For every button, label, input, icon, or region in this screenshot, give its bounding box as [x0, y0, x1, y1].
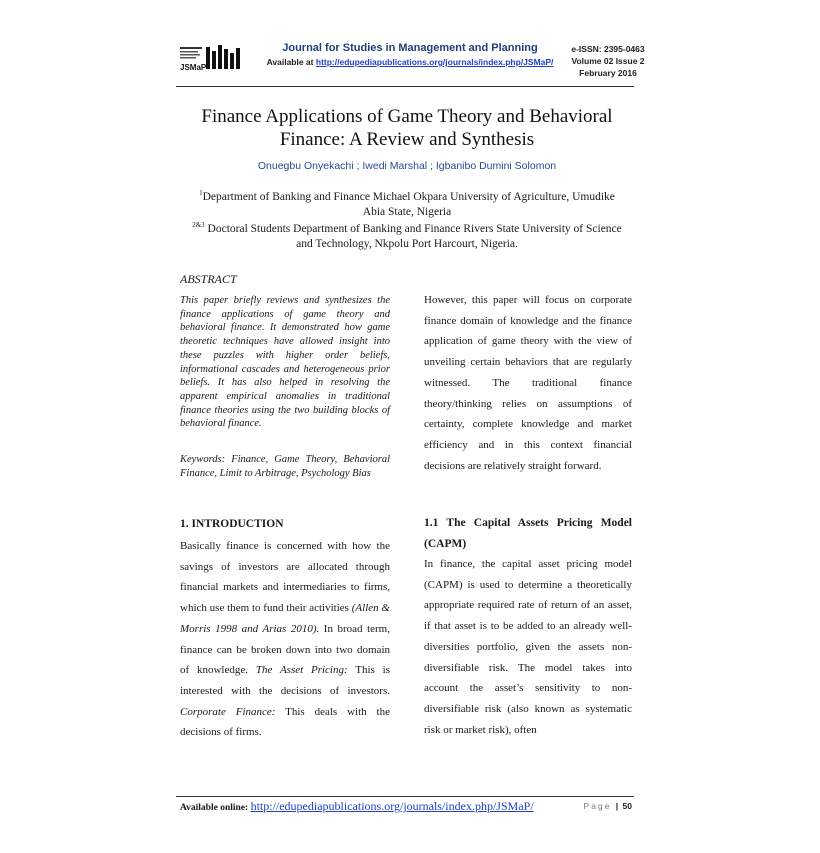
introduction-heading: 1. INTRODUCTION	[180, 518, 284, 530]
paper-title-line-2: Finance: A Review and Synthesis	[279, 129, 535, 150]
journal-title: Journal for Studies in Management and Planning	[282, 42, 538, 54]
abstract-body: This paper briefly reviews and synthesizes the finance applications of game theory and behavioral finance. It demonstrated how game theoretic techniques have allowed insight into these puzzles with higher order beliefs, informational cascades and heterogeneous prior beliefs. It has also helped in resolving the apparent empirical anomalies in traditional finance theories using the two building blocks of behavioral finance.	[180, 295, 390, 430]
journal-logo	[178, 43, 244, 73]
journal-url-link[interactable]: http://edupediapublications.org/journals/index.php/JSMaP/	[315, 57, 554, 67]
intro-text-1: Basically finance is concerned with how the savings of investors are allocated through financial markets and intermediaries to firms, which use them to fund their activities	[180, 540, 390, 615]
affiliation-1-line-2: Abia State, Nigeria	[362, 205, 452, 218]
intro-term-corporate-finance: Corporate Finance:	[180, 705, 276, 718]
affiliation-1-line-1: Department of Banking and Finance Michael Okpara University of Agriculture, Umudike	[202, 190, 615, 203]
footer-available-label: Available online:	[180, 803, 249, 813]
affiliation-2-mark: 2&3	[192, 221, 205, 229]
affiliation-2-line-1: Doctoral Students Department of Banking and Finance Rivers State University of Science	[207, 222, 622, 235]
intro-term-asset-pricing: The Asset Pricing:	[255, 664, 348, 677]
logo-text: JSMaP	[180, 63, 207, 72]
page-label: Page	[583, 801, 612, 811]
issn-text: e-ISSN: 2395-0463	[571, 44, 645, 54]
issue-info	[560, 43, 656, 79]
affiliation-2-line-2: and Technology, Nkpolu Port Harcourt, Nigeria.	[296, 237, 518, 250]
footer-divider	[176, 796, 634, 797]
date-text: February 2016	[579, 68, 637, 78]
journal-availability	[250, 57, 570, 67]
intro-text-4: This deals with the decisions of firms.	[180, 705, 390, 739]
paper-title-line-1: Finance Applications of Game Theory and Behavioral	[201, 106, 613, 127]
introduction-body	[180, 536, 390, 743]
available-prefix: Available at	[266, 57, 314, 67]
affiliation-1-mark: 1	[199, 189, 203, 197]
page-number: 50	[622, 801, 632, 811]
paper-title	[176, 105, 638, 151]
page-number-block	[560, 801, 632, 811]
volume-text: Volume 02 Issue 2	[571, 56, 645, 66]
intro-citation: (Allen & Morris 1998 and Arias 2010).	[180, 602, 390, 635]
page-separator: |	[615, 801, 619, 811]
keywords: Keywords: Finance, Game Theory, Behavioral Finance, Limit to Arbitrage, Psychology Bias	[180, 454, 390, 479]
paper-authors: Onuegbu Onyekachi ; Iwedi Marshal ; Igbanibo Dumini Solomon	[257, 160, 557, 172]
intro-text-2: In broad term, finance can be broken down into two domain of knowledge.	[180, 622, 390, 677]
footer-availability	[180, 799, 534, 814]
footer-url-link[interactable]: http://edupediapublications.org/journals/index.php/JSMaP/	[250, 799, 534, 813]
right-column-paragraph: However, this paper will focus on corporate finance domain of knowledge and the finance application of game theory with the view of unveiling certain behaviors that are regularly witnessed. The traditional finance theory/thinking relies on assumptions of certainty, complete knowledge and market efficiency and in this context financial decisions are relatively straight forward.	[424, 294, 632, 472]
affiliation-1	[176, 186, 638, 220]
intro-text-3: This is interested with the decisions of investors.	[180, 664, 390, 697]
abstract-heading: ABSTRACT	[180, 272, 237, 286]
capm-body: In finance, the capital asset pricing model (CAPM) is used to determine a theoretically appropriate required rate of return of an asset, if that asset is to be added to an already well-diversities portfolio, given the assets non-diversifiable risk. The model takes into account the asset’s sensitivity to non-diversifiable risk (also known as systematic risk or market risk), often	[424, 558, 632, 736]
header-divider	[176, 86, 634, 87]
capm-heading: 1.1 The Capital Assets Pricing Model (CAPM)	[424, 517, 632, 550]
affiliation-2	[176, 218, 638, 252]
